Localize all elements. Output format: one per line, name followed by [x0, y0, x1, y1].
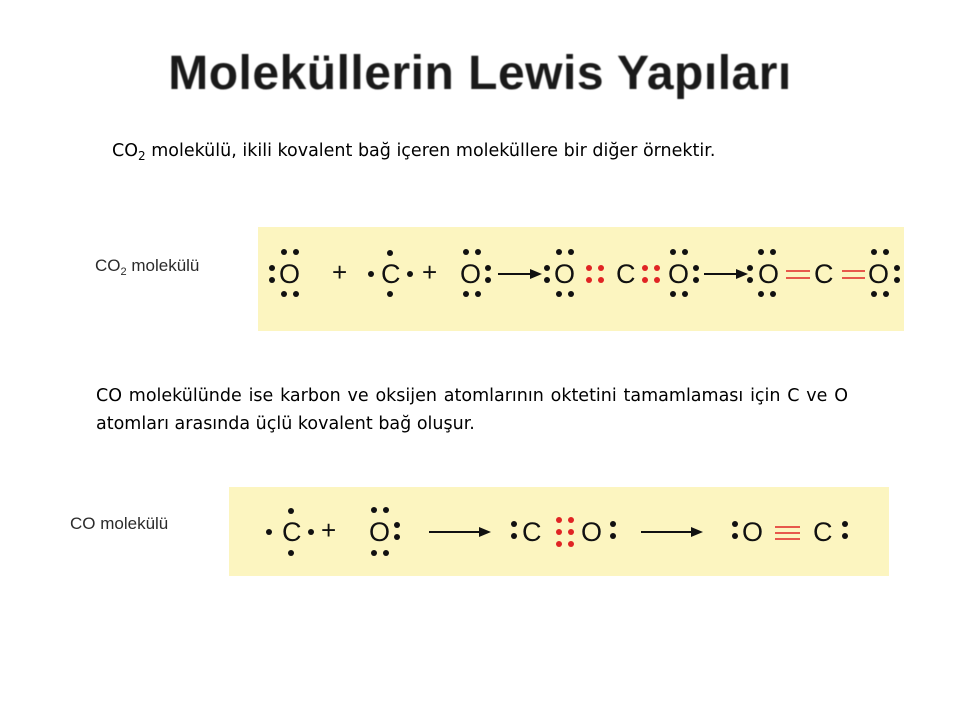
co-middle-c: C — [522, 517, 542, 547]
co-triple-bond — [775, 527, 800, 539]
co-middle-o: O — [581, 517, 603, 547]
co2-subscript: 2 — [138, 149, 146, 163]
co-product-c: C — [813, 517, 833, 547]
co-product-o-electrons — [732, 521, 738, 539]
co-product-o: O — [742, 517, 764, 547]
co2-product-o1: O — [758, 259, 780, 289]
co2-label-word: molekülü — [126, 256, 200, 275]
co-middle-o-electrons — [610, 521, 616, 539]
co2-lewis-diagram — [258, 227, 904, 331]
co2-double-bond-left — [786, 271, 810, 278]
co-middle-c-electrons — [511, 521, 517, 539]
co2-label-formula: CO — [95, 256, 121, 275]
co2-reactant-c: C — [381, 259, 401, 289]
co2-reactant-o1: O — [279, 259, 301, 289]
co2-reactant-o2: O — [460, 259, 482, 289]
co2-arrow-2 — [704, 269, 748, 279]
co-arrow-2 — [641, 527, 703, 537]
co-molecule-label: CO molekülü — [70, 514, 169, 533]
co2-formula: CO — [112, 141, 138, 161]
co2-middle-o1: O — [554, 259, 576, 289]
co2-intro-text — [112, 137, 715, 170]
co-product-c-electrons — [842, 521, 848, 539]
co2-shared-pair-left — [586, 265, 604, 283]
co-explanation-text: CO molekülünde ise karbon ve oksijen atomlarının oktetini tamamlaması için C ve O atomları arasında üçlü kovalent bağ oluşur. — [96, 386, 848, 434]
co2-molecule-label — [95, 256, 199, 278]
co2-product-o2: O — [868, 259, 890, 289]
co2-product-c: C — [814, 259, 834, 289]
co2-label-subscript: 2 — [120, 266, 127, 278]
co2-intro-sentence: molekülü, ikili kovalent bağ içeren moleküllere bir diğer örnektir. — [145, 141, 716, 161]
co2-middle-c: C — [616, 259, 636, 289]
co2-double-bond-right — [842, 271, 865, 278]
co2-plus-1: + — [332, 257, 348, 287]
co2-lewis-panel — [258, 227, 904, 331]
co2-arrow-1 — [498, 269, 542, 279]
co-plus: + — [321, 515, 337, 545]
co2-shared-pair-right — [642, 265, 660, 283]
co-arrow-1 — [429, 527, 491, 537]
co-lewis-diagram — [229, 487, 889, 576]
co-reactant-o: O — [369, 517, 391, 547]
co-reactant-c: C — [282, 517, 302, 547]
slide-title: Moleküllerin Lewis Yapıları — [168, 47, 792, 100]
co2-plus-2: + — [422, 257, 438, 287]
co-lewis-panel — [229, 487, 889, 576]
co2-middle-o2: O — [668, 259, 690, 289]
co-shared-triple-pairs — [556, 517, 574, 547]
